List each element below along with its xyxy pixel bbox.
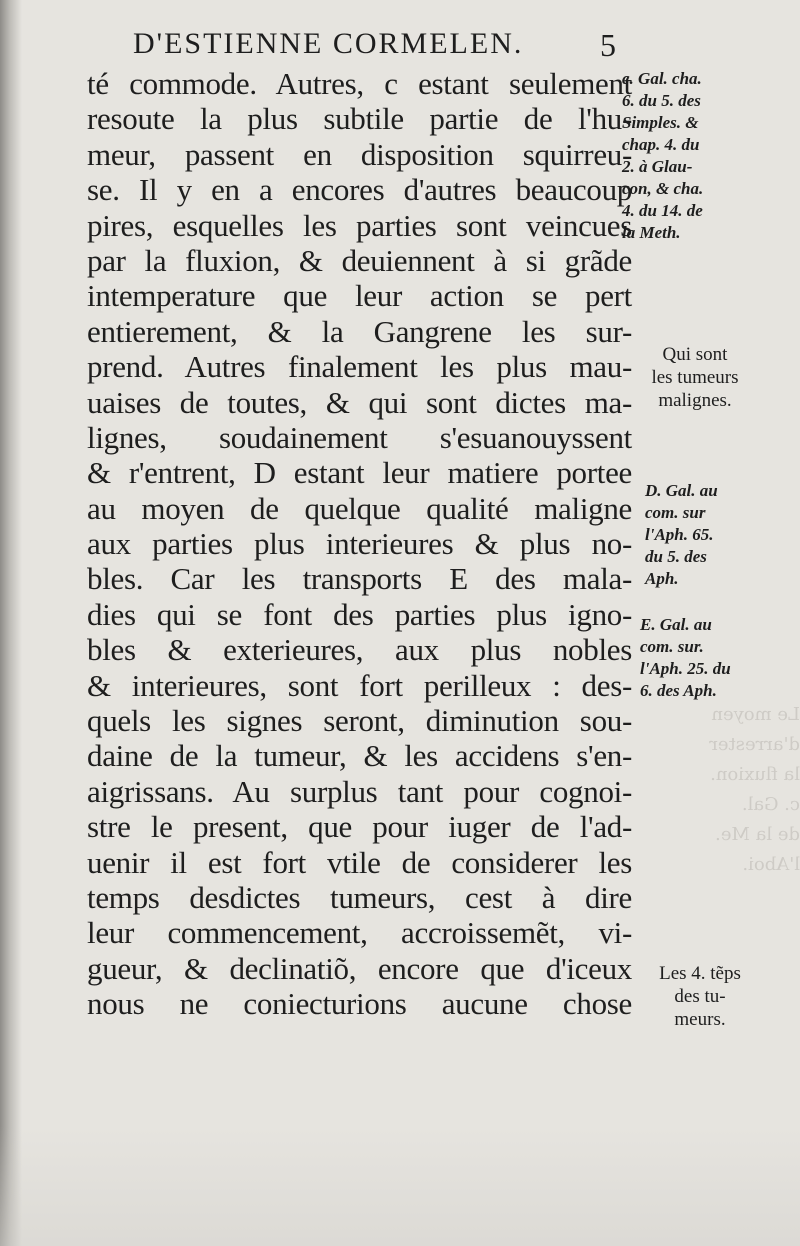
text-line: prend. Autres finalement les plus mau-: [87, 349, 632, 385]
text-line: té commode. Autres, c estant seulement: [87, 66, 632, 101]
text-line: se. Il y en a encores d'autres beaucoup: [87, 172, 632, 208]
text-line: pires, esquelles les parties sont veincues: [87, 207, 632, 243]
bottom-fade: [0, 1126, 800, 1246]
text-line: uenir il est fort vtile de considerer les: [87, 844, 632, 880]
text-line: resoute la plus subtile partie de l'hu-: [87, 101, 632, 137]
text-line: leur commencement, accroissemẽt, vi-: [87, 915, 632, 951]
margin-note-four-stages: Les 4. tẽps des tu- meurs.: [659, 963, 741, 1030]
page-number: 5: [600, 27, 616, 63]
text-line: temps desdictes tumeurs, cest à dire: [87, 879, 632, 915]
margin-note-galen-e: E. Gal. au com. sur. l'Aph. 25. du 6. des Aph.: [640, 615, 731, 700]
text-line: & r'entrent, D estant leur matiere portee: [87, 455, 632, 491]
margin-note-galen-d: D. Gal. au com. sur l'Aph. 65. du 5. des Aph.: [645, 481, 718, 588]
bleed-through-text: Le moyen d'arrester la fluxion. c. Gal. de la Me. l'Aboi.: [709, 704, 800, 875]
text-line: bles. Car les transports E des mala-: [87, 561, 632, 597]
text-line: gueur, & declinatiõ, encore que d'iceux: [87, 950, 632, 986]
text-line: bles & exterieures, aux plus nobles: [87, 632, 632, 668]
text-line: lignes, soudainement s'esuanouyssent: [87, 419, 632, 455]
text-line: entierement, & la Gangrene les sur-: [87, 313, 632, 349]
text-line: par la fluxion, & deuiennent à si grãde: [87, 242, 632, 278]
text-line: stre le present, que pour iuger de l'ad-: [87, 809, 632, 845]
text-line: aigrissans. Au surplus tant pour cognoi-: [87, 773, 632, 809]
text-line: uaises de toutes, & qui sont dictes ma-: [87, 384, 632, 420]
text-line: & interieures, sont fort perilleux : des-: [87, 667, 632, 703]
margin-note-malignant-tumors: Qui sont les tumeurs malignes.: [651, 344, 739, 411]
text-line: nous ne coniecturions aucune chose: [87, 986, 632, 1022]
text-line: intemperature que leur action se pert: [87, 278, 632, 314]
text-line: quels les signes seront, diminution sou-: [87, 703, 632, 739]
margin-note-galen-c: c. Gal. cha. 6. du 5. des Simples. & chap. 4. du 2. à Glau- con, & cha. 4. du 14. de la Meth.: [622, 69, 704, 242]
text-line: daine de la tumeur, & les accidens s'en-: [87, 738, 632, 774]
text-line: au moyen de quelque qualité maligne: [87, 490, 632, 526]
text-line: aux parties plus interieures & plus no-: [87, 526, 632, 562]
text-line: meur, passent en disposition squirreu-: [87, 136, 632, 172]
text-line: dies qui se font des parties plus igno-: [87, 596, 632, 632]
running-title: D'ESTIENNE CORMELEN.: [133, 27, 524, 60]
